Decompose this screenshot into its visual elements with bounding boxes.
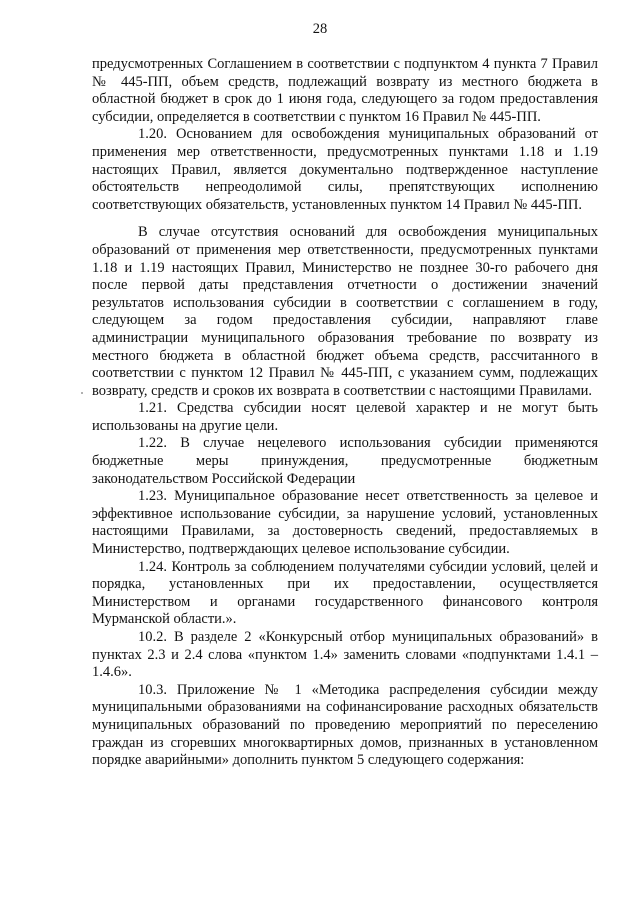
document-body bbox=[92, 56, 598, 770]
paragraph-1-23: 1.23. Муниципальное образование несет ответственность за целевое и эффективное использование субсидии, за нарушение условий, установленных настоящими Правилами, за достоверность сведений, предоставляемых в Министерство, подтверждающих целевое использование субсидии. bbox=[92, 488, 598, 558]
paragraph-10-3: 10.3. Приложение № 1 «Методика распределения субсидии между муниципальными образованиями на софинансирование расходных обязательств муниципальных образований по проведению мероприятий по переселению граждан из сгоревших многоквартирных домов, признанных в установленном порядке аварийными» дополнить пунктом 5 следующего содержания: bbox=[92, 681, 598, 769]
paragraph-1-21: 1.21. Средства субсидии носят целевой характер и не могут быть использованы на другие цели. bbox=[92, 400, 598, 434]
paragraph-no-grounds: В случае отсутствия оснований для освобождения муниципальных образований от применения мер ответственности, предусмотренных пунктами 1.18 и 1.19 настоящих Правил, Министерство не позднее 30-го рабочего дня после первой даты представления отчетности о достижении значений результатов использования субсидии в соответствии с соглашением в году, следующем за годом предоставления субсидии, направляют главе администрации муниципального образования требование по возврату из местного бюджета в областной бюджет объема средств, рассчитанного в соответствии с пунктом 12 Правил № 445-ПП, с указанием сумм, подлежащих возврату, средств и сроков их возврата в соответствии с настоящими Правилами. bbox=[92, 224, 598, 399]
paragraph-10-2: 10.2. В разделе 2 «Конкурсный отбор муниципальных образований» в пунктах 2.3 и 2.4 слова «пунктом 1.4» заменить словами «подпунктами 1.4.1 – 1.4.6». bbox=[92, 629, 598, 681]
paragraph-1-22: 1.22. В случае нецелевого использования субсидии применяются бюджетные меры принуждения, предусмотренные бюджетным законодательством Российской Федерации bbox=[92, 435, 598, 487]
page-number: 28 bbox=[312, 21, 328, 37]
paragraph-continuation: предусмотренных Соглашением в соответствии с подпунктом 4 пункта 7 Правил № 445-ПП, объем средств, подлежащий возврату из местного бюджета в областной бюджет в срок до 1 июня года, следующего за годом предоставления субсидии, определяется в соответствии с пунктом 16 Правил № 445-ПП. bbox=[92, 56, 598, 125]
paragraph-1-24: 1.24. Контроль за соблюдением получателями субсидии условий, целей и порядка, установленных при их предоставлении, осуществляется Министерством и органами государственного финансового контроля Мурманской области.». bbox=[92, 558, 598, 628]
scan-mark bbox=[81, 392, 83, 394]
paragraph-1-20: 1.20. Основанием для освобождения муниципальных образований от применения мер ответственности, предусмотренных пунктами 1.18 и 1.19 настоящих Правил, является документально подтвержденное наступление обстоятельств непреодолимой силы, препятствующих исполнению соответствующих обязательств, установленных пунктом 14 Правил № 445-ПП. bbox=[92, 126, 598, 213]
